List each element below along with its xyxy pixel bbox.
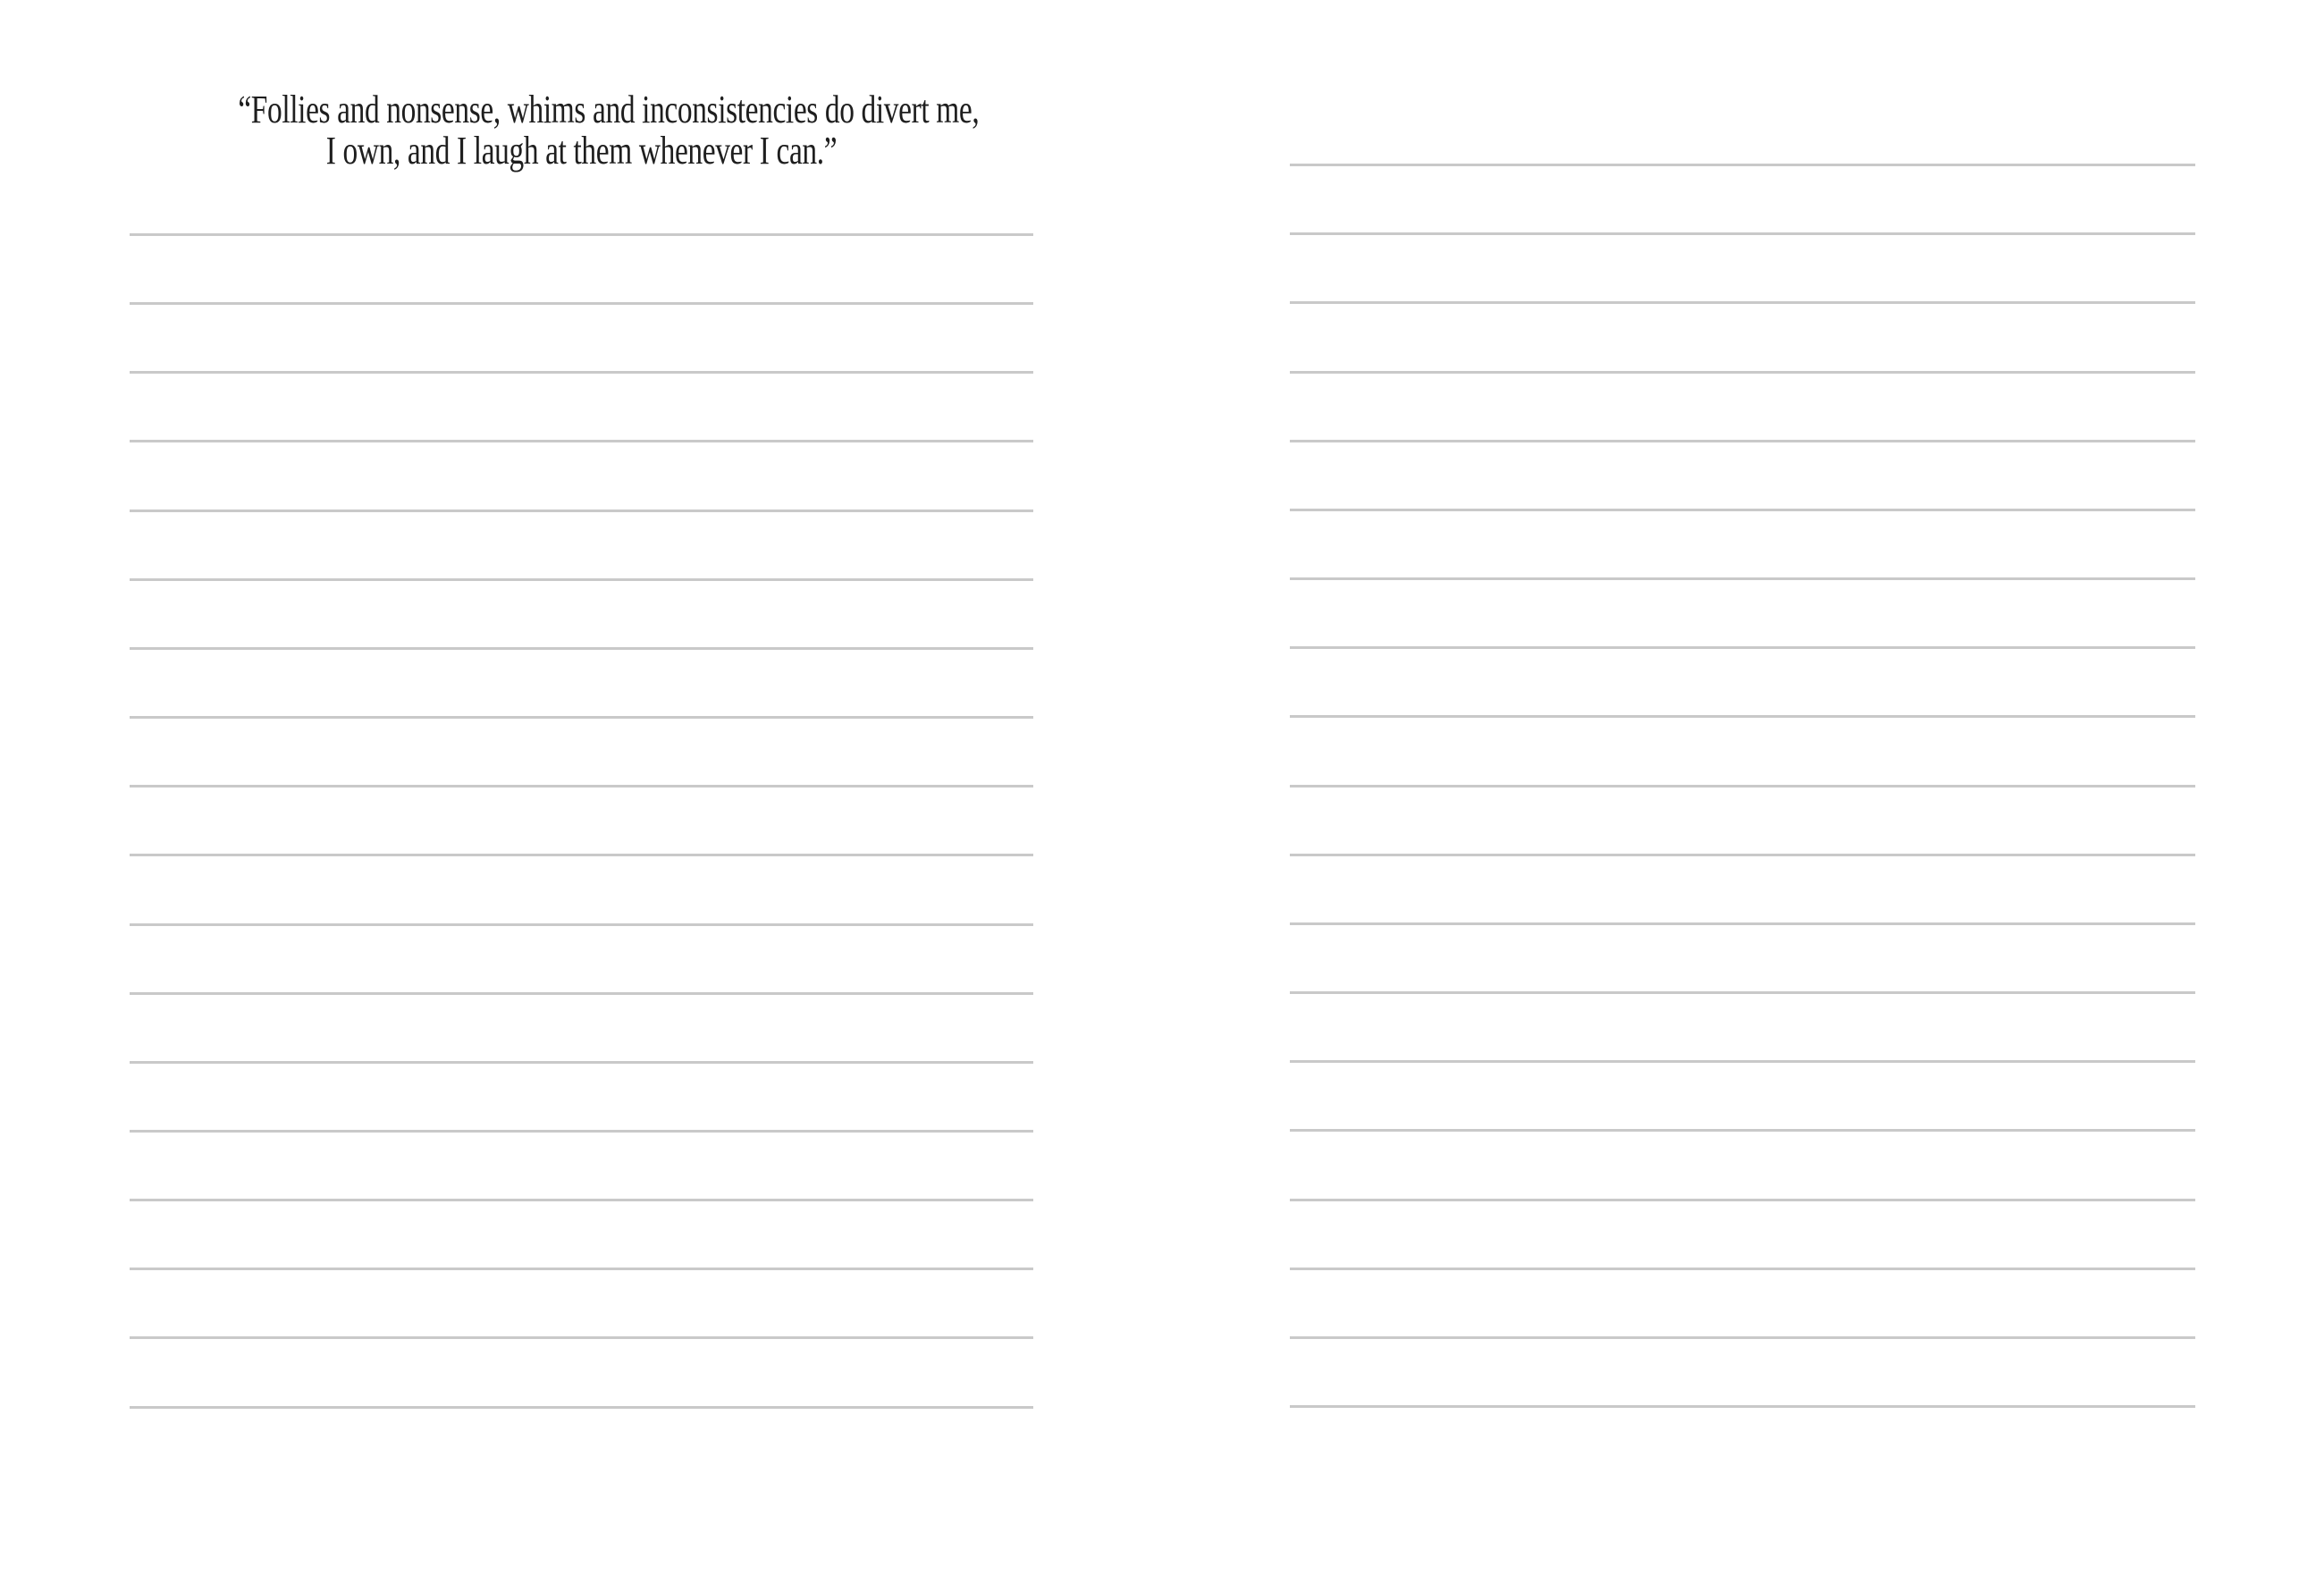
ruled-line [1290,785,2195,788]
ruled-line [1290,1268,2195,1270]
quote-line-1: “Follies and nonsense, whims and inconsistencies do divert me, [238,88,980,131]
ruled-line [1290,371,2195,374]
ruled-line [130,1336,1033,1339]
ruled-line [130,371,1033,374]
ruled-line [1290,646,2195,649]
ruled-line [1290,440,2195,442]
ruled-line [1290,509,2195,511]
ruled-line [1290,232,2195,235]
ruled-line [130,923,1033,926]
ruled-line [130,716,1033,719]
ruled-line [130,440,1033,442]
ruled-line [1290,991,2195,994]
ruled-line [130,1199,1033,1201]
ruled-line [130,647,1033,650]
ruled-line [130,233,1033,236]
ruled-line [1290,854,2195,856]
ruled-line [1290,301,2195,304]
quote-line-2: I own, and I laugh at them whenever I can.” [325,129,838,173]
right-page-ruled-lines [1290,164,2195,1409]
ruled-line [1290,922,2195,925]
ruled-line [1290,715,2195,718]
left-page-ruled-lines [130,233,1033,1410]
ruled-line [130,302,1033,305]
ruled-line [130,510,1033,512]
ruled-line [1290,164,2195,166]
ruled-line [130,785,1033,788]
ruled-line [130,1406,1033,1409]
ruled-line [130,854,1033,856]
ruled-line [130,1130,1033,1133]
quote [238,88,980,173]
ruled-line [1290,1060,2195,1063]
ruled-line [130,1268,1033,1270]
right-page [1162,0,2324,1575]
ruled-line [130,578,1033,581]
ruled-line [130,992,1033,995]
ruled-line [1290,1129,2195,1132]
ruled-line [1290,1336,2195,1339]
ruled-line [1290,577,2195,580]
ruled-line [1290,1199,2195,1201]
ruled-line [1290,1405,2195,1408]
ruled-line [130,1061,1033,1064]
